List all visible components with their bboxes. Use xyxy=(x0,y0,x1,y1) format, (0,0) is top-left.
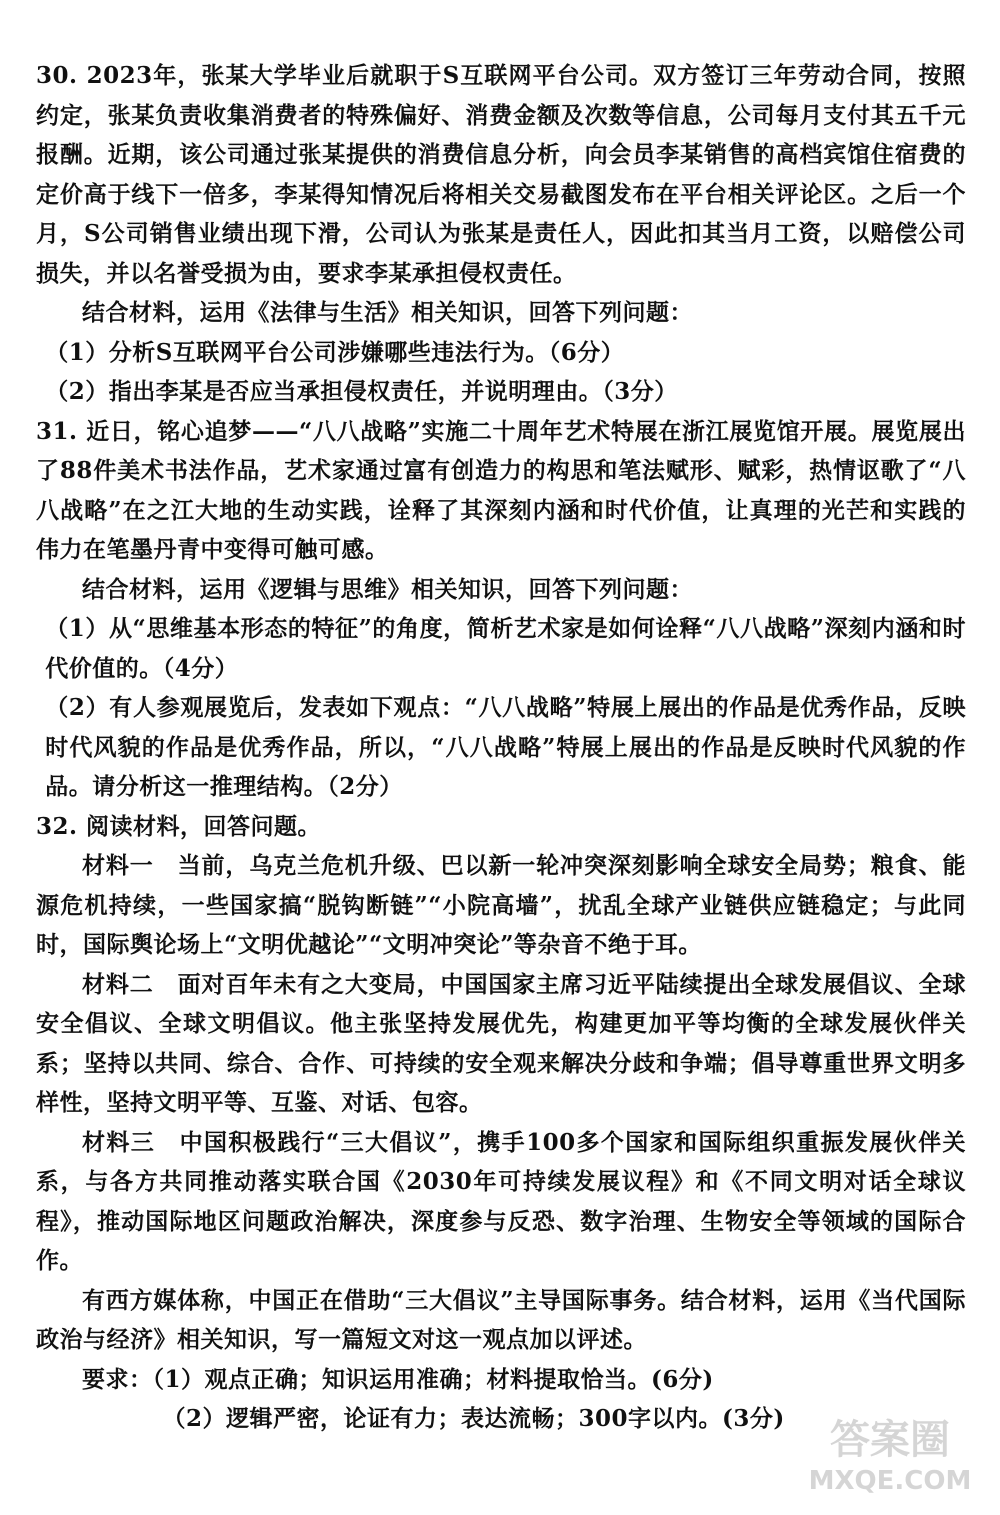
q32-material3: 材料三 中国积极践行“三大倡议”，携手100多个国家和国际组织重振发展伙伴关系，与各方共同推动落实联合国《2030年可持续发展议程》和《不同文明对话全球议程》，推动国际地区问题政治解决，深度参与反恐、数字治理、生物安全等领域的国际合作。 xyxy=(36,1128,966,1274)
q32-material2: 材料二 面对百年未有之大变局，中国国家主席习近平陆续提出全球发展倡议、全球安全倡议、全球文明倡议。他主张坚持发展优先，构建更加平等均衡的全球发展伙伴关系；坚持以共同、综合、合作、可持续的安全观来解决分歧和争端；倡导尊重世界文明多样性，坚持文明平等、互鉴、对话、包容。 xyxy=(36,970,966,1116)
q31-sub2: （2）有人参观展览后，发表如下观点：“八八战略”特展上展出的作品是优秀作品，反映时代风貌的作品是优秀作品，所以，“八八战略”特展上展出的作品是反映时代风貌的作品。请分析这一推理结构。（2分） xyxy=(45,694,966,800)
q30-instruction: 结合材料，运用《法律与生活》相关知识，回答下列问题： xyxy=(82,299,693,326)
q32-stem: 32. 阅读材料，回答问题。 xyxy=(36,812,322,840)
watermark-logo xyxy=(790,1407,990,1497)
q30-sub1: （1）分析S互联网平台公司涉嫌哪些违法行为。（6分） xyxy=(45,338,625,366)
q31-instruction: 结合材料，运用《逻辑与思维》相关知识，回答下列问题： xyxy=(82,575,693,603)
watermark-url: MXQE.COM xyxy=(808,1466,972,1496)
watermark-title: 答案圈 xyxy=(830,1417,950,1463)
exam-page xyxy=(36,56,966,1439)
q30-stem: 30. 2023年，张某大学毕业后就职于S互联网平台公司。双方签订三年劳动合同，按照约定，张某负责收集消费者的特殊偏好、消费金额及次数等信息，公司每月支付其五千元报酬。近期，该公司通过张某提供的消费信息分析，向会员李某销售的高档宾馆住宿费的定价高于线下一倍多，李某得知情况后将相关交易截图发布在平台相关评论区。之后一个月，S公司销售业绩出现下滑，公司认为张某是责任人，因此扣其当月工资，以赔偿公司损失，并以名誉受损为由，要求李某承担侵权责任。 xyxy=(36,62,966,287)
q32-requirement-2: （2）逻辑严密，论证有力；表达流畅；300字以内。(3分) xyxy=(162,1405,785,1432)
q32-requirement-1: 要求：（1）观点正确；知识运用准确；材料提取恰当。(6分) xyxy=(82,1365,714,1393)
q32-question: 有西方媒体称，中国正在借助“三大倡议”主导国际事务。结合材料，运用《当代国际政治与经济》相关知识，写一篇短文对这一观点加以评述。 xyxy=(36,1286,966,1353)
q30-sub2: （2）指出李某是否应当承担侵权责任，并说明理由。（3分） xyxy=(45,378,678,405)
q31-stem: 31. 近日，铭心追梦——“八八战略”实施二十周年艺术特展在浙江展览馆开展。展览展出了88件美术书法作品，艺术家通过富有创造力的构思和笔法赋形、赋彩，热情讴歌了“八八战略”在之江大地的生动实践，诠释了其深刻内涵和时代价值，让真理的光芒和实践的伟力在笔墨丹青中变得可触可感。 xyxy=(36,417,966,563)
q31-sub1: （1）从“思维基本形态的特征”的角度，简析艺术家是如何诠释“八八战略”深刻内涵和时代价值的。（4分） xyxy=(45,615,966,682)
q32-material1: 材料一 当前，乌克兰危机升级、巴以新一轮冲突深刻影响全球安全局势；粮食、能源危机持续，一些国家搞“脱钩断链”“小院高墙”，扰乱全球产业链供应链稳定；与此同时，国际舆论场上“文明优越论”“文明冲突论”等杂音不绝于耳。 xyxy=(36,852,966,958)
